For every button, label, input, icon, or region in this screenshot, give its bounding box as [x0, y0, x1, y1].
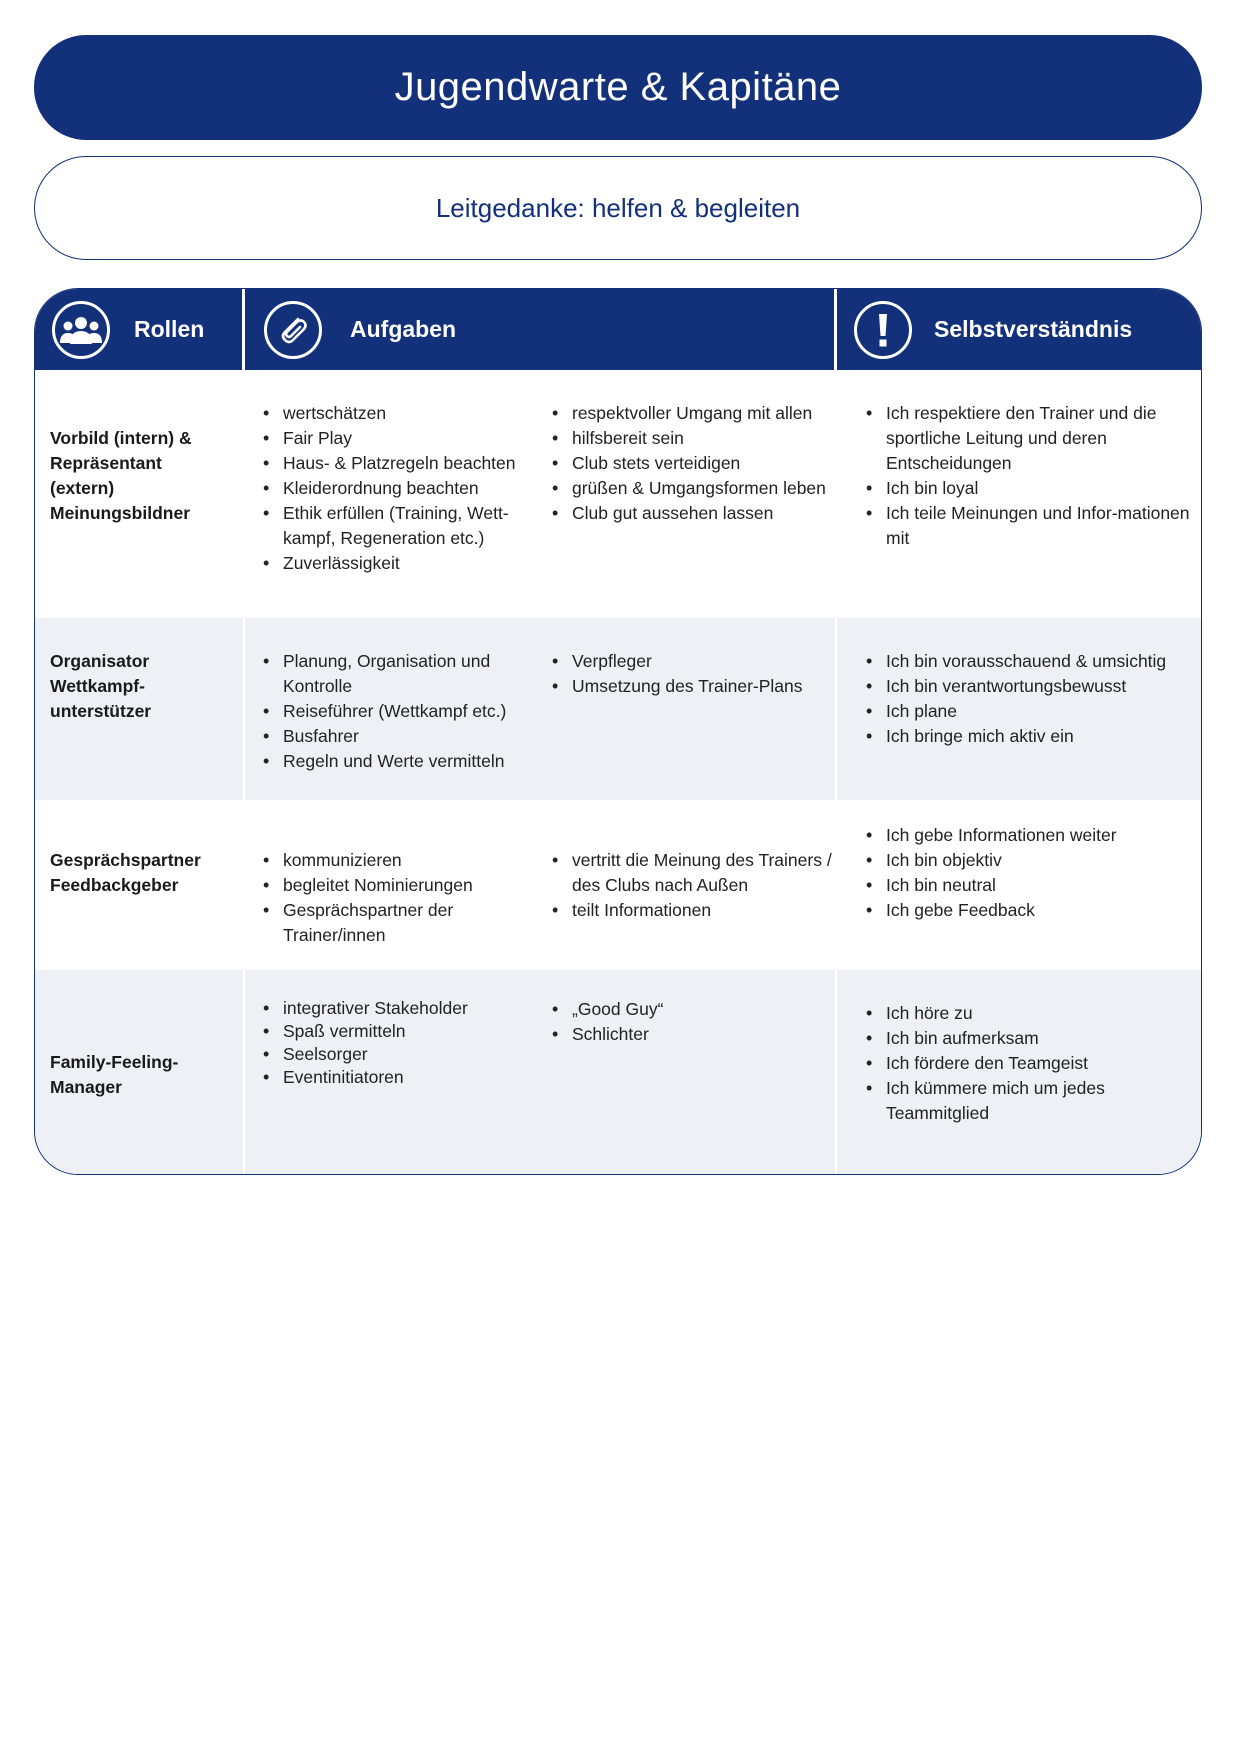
- list-item: • Ich höre zu: [864, 1001, 1194, 1026]
- tasks-list: [261, 848, 531, 948]
- role-cell: Gesprächspartner Feedbackgeber: [50, 850, 201, 895]
- tasks-list: [550, 649, 840, 699]
- list-item: • Ich plane: [864, 699, 1194, 724]
- list-item: • Ich bin aufmerksam: [864, 1026, 1194, 1051]
- list-item: • Eventinitiatoren: [261, 1066, 531, 1089]
- list-item: • kommunizieren: [261, 848, 531, 873]
- list-item: • Ich respektiere den Trainer und die sportliche Leitung und deren Entscheidungen: [864, 401, 1194, 476]
- list-item: • begleitet Nominierungen: [261, 873, 531, 898]
- column-divider: [243, 370, 245, 1174]
- list-item: • Ich gebe Feedback: [864, 898, 1194, 923]
- list-item: • Ich bin loyal: [864, 476, 1194, 501]
- list-item: • Ich teile Meinungen und Infor-mationen mit: [864, 501, 1194, 551]
- list-item: • integrativer Stakeholder: [261, 997, 531, 1020]
- list-item: • respektvoller Umgang mit allen: [550, 401, 840, 426]
- list-item: • Spaß vermitteln: [261, 1020, 531, 1043]
- list-item: • Ich bin vorausschauend & umsichtig: [864, 649, 1194, 674]
- self-list: [864, 401, 1194, 551]
- exclamation-icon: [854, 301, 912, 359]
- header-aufgaben: [264, 289, 456, 370]
- header-selbstverstaendnis: [854, 289, 1132, 370]
- group-icon: [52, 301, 110, 359]
- list-item: • Reiseführer (Wettkampf etc.): [261, 699, 531, 724]
- list-item: • Club gut aussehen lassen: [550, 501, 840, 526]
- role-cell: Vorbild (intern) & Repräsentant (extern) Meinungsbildner: [50, 428, 192, 523]
- list-item: • Ich kümmere mich um jedes Teammitglied: [864, 1076, 1194, 1126]
- header-rollen: [52, 289, 204, 370]
- paperclip-icon: [264, 301, 322, 359]
- list-item: • Club stets verteidigen: [550, 451, 840, 476]
- title-banner: [34, 35, 1202, 140]
- list-item: • Ethik erfüllen (Training, Wett-kampf, Regeneration etc.): [261, 501, 531, 551]
- list-item: • Planung, Organisation und Kontrolle: [261, 649, 531, 699]
- list-item: • teilt Informationen: [550, 898, 840, 923]
- tasks-list: [550, 401, 840, 526]
- list-item: • Ich bin neutral: [864, 873, 1194, 898]
- tasks-list: [261, 649, 531, 774]
- list-item: • „Good Guy“: [550, 997, 840, 1022]
- tasks-list: [550, 848, 840, 923]
- header-label: Selbstverständnis: [934, 316, 1133, 342]
- list-item: • Regeln und Werte vermitteln: [261, 749, 531, 774]
- list-item: • vertritt die Meinung des Trainers / des Clubs nach Außen: [550, 848, 840, 898]
- subtitle: Leitgedanke: helfen & begleiten: [435, 192, 801, 223]
- list-item: • wertschätzen: [261, 401, 531, 426]
- role-cell: Organisator Wettkampf- unterstützer: [50, 651, 152, 721]
- list-item: • Umsetzung des Trainer-Plans: [550, 674, 840, 699]
- header-divider: [242, 289, 245, 370]
- list-item: • Schlichter: [550, 1022, 840, 1047]
- page-title: Jugendwarte & Kapitäne: [394, 65, 842, 109]
- header-divider: [834, 289, 837, 370]
- list-item: • Ich gebe Informationen weiter: [864, 823, 1194, 848]
- header-label: Aufgaben: [350, 316, 457, 342]
- list-item: • Seelsorger: [261, 1043, 531, 1066]
- list-item: • Ich fördere den Teamgeist: [864, 1051, 1194, 1076]
- list-item: • hilfsbereit sein: [550, 426, 840, 451]
- roles-table: [34, 288, 1202, 1175]
- list-item: • Ich bin objektiv: [864, 848, 1194, 873]
- list-item: • Gesprächspartner der Trainer/innen: [261, 898, 531, 948]
- list-item: • Kleiderordnung beachten: [261, 476, 531, 501]
- list-item: • Ich bin verantwortungsbewusst: [864, 674, 1194, 699]
- list-item: • Busfahrer: [261, 724, 531, 749]
- self-list: [864, 1001, 1194, 1126]
- tasks-list: [261, 997, 531, 1089]
- list-item: • grüßen & Umgangsformen leben: [550, 476, 840, 501]
- list-item: • Ich bringe mich aktiv ein: [864, 724, 1194, 749]
- list-item: • Fair Play: [261, 426, 531, 451]
- list-item: • Zuverlässigkeit: [261, 551, 531, 576]
- list-item: • Haus- & Platzregeln beachten: [261, 451, 531, 476]
- self-list: [864, 649, 1194, 749]
- tasks-list: [261, 401, 531, 576]
- table-header: [35, 289, 1201, 370]
- header-label: Rollen: [134, 316, 205, 342]
- self-list: [864, 823, 1194, 923]
- tasks-list: [550, 997, 840, 1047]
- role-cell: Family-Feeling- Manager: [50, 1052, 179, 1097]
- subtitle-box: [34, 156, 1202, 260]
- list-item: • Verpfleger: [550, 649, 840, 674]
